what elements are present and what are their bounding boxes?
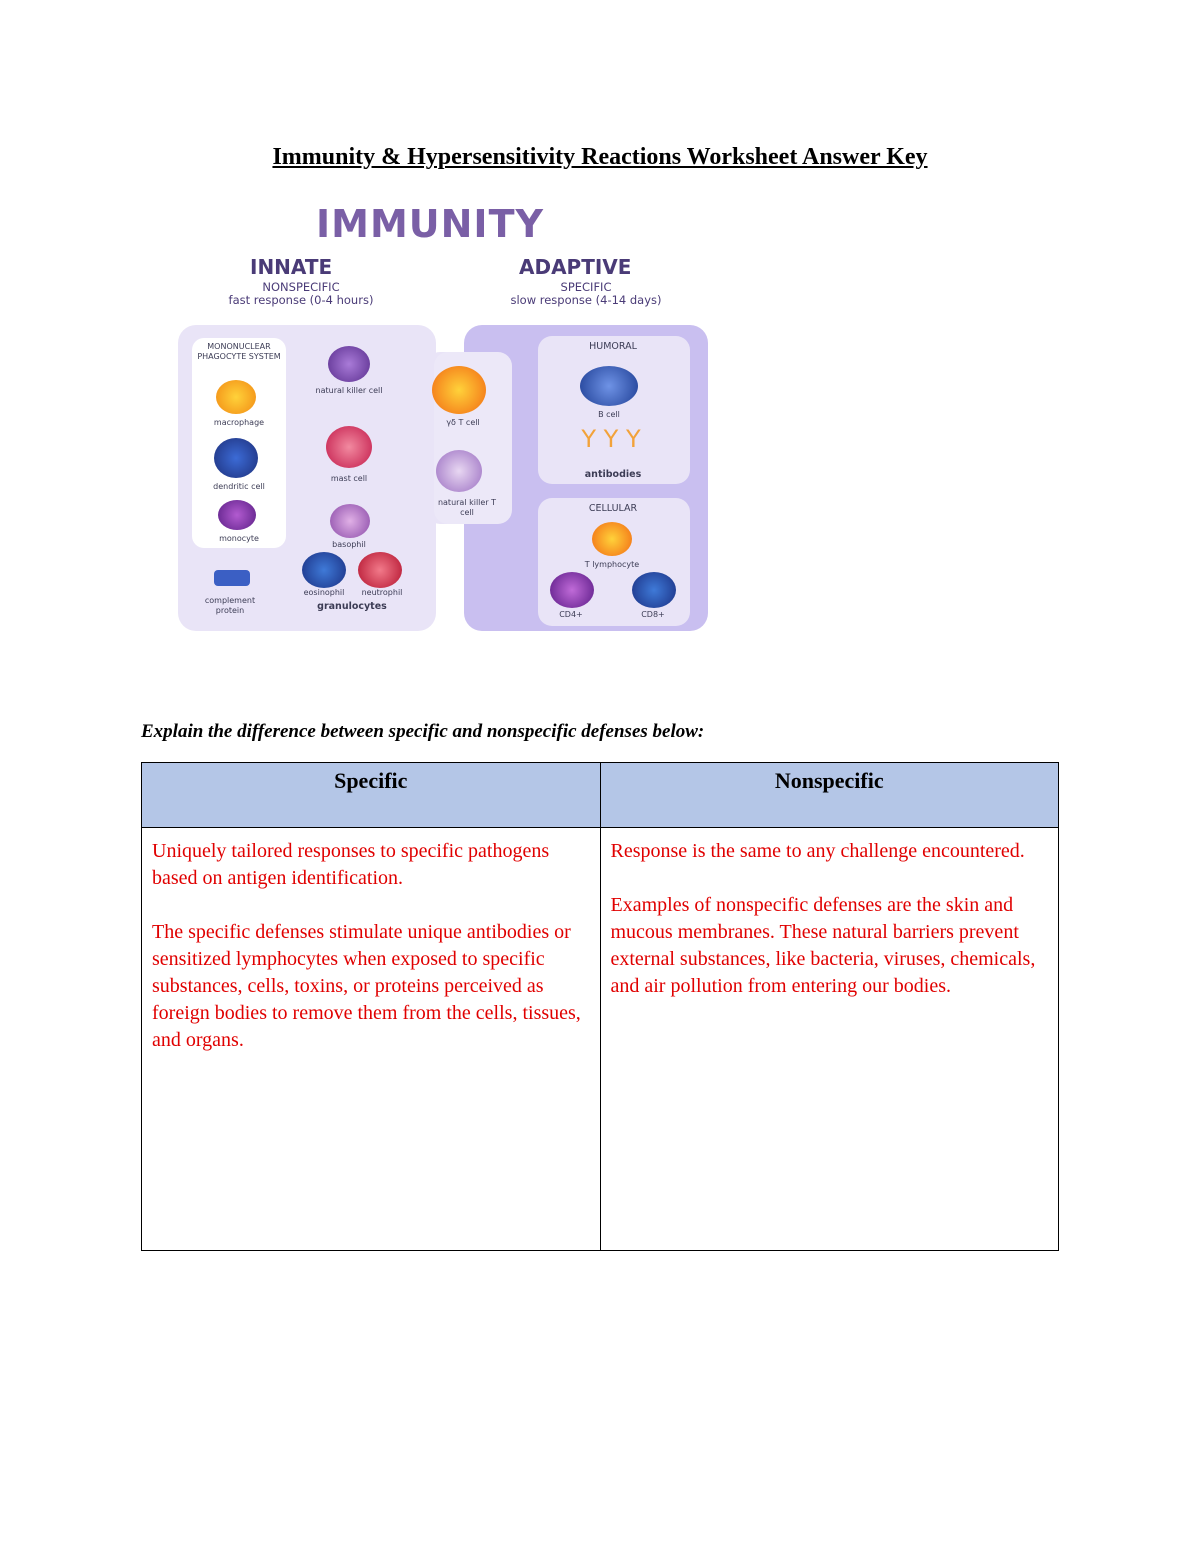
specific-cell <box>142 828 601 1251</box>
specific-answer-2: The specific defenses stimulate unique antibodies or sensitized lymphocytes when exposed to specific substances, cells, toxins, or proteins perceived as foreign bodies to remove them from the cells, tissues, and organs. <box>152 921 581 1051</box>
humoral-label: HUMORAL <box>589 341 637 352</box>
mps-title: MONONUCLEAR PHAGOCYTE SYSTEM <box>197 342 281 361</box>
cd8-label: CD8+ <box>641 610 665 619</box>
eosinophil-cell <box>302 552 346 588</box>
bcell-label: B cell <box>598 410 620 419</box>
adaptive-label: ADAPTIVE <box>519 255 632 279</box>
cd4-cell <box>550 572 594 608</box>
monocyte-cell <box>218 500 256 530</box>
adaptive-sub1: SPECIFIC <box>560 280 612 294</box>
neutrophil-cell <box>358 552 402 588</box>
complement-label: complement protein <box>204 596 256 615</box>
gdt-cell <box>432 366 486 414</box>
nk-cell <box>328 346 370 382</box>
adaptive-sub2: slow response (4-14 days) <box>510 293 662 307</box>
nkt-cell <box>436 450 482 492</box>
neutrophil-label: neutrophil <box>361 588 403 597</box>
t-lymphocyte-cell <box>592 522 632 556</box>
macrophage-label: macrophage <box>213 418 265 427</box>
gdt-label: γδ T cell <box>446 418 480 427</box>
dendritic-label: dendritic cell <box>213 482 265 491</box>
antibodies-label: antibodies <box>584 469 642 480</box>
figure-heading: IMMUNITY <box>316 202 545 246</box>
innate-sub2: fast response (0-4 hours) <box>228 293 374 307</box>
header-specific: Specific <box>142 763 601 828</box>
complement-shape <box>214 570 250 586</box>
answer-table <box>141 762 1059 1251</box>
macrophage-cell <box>216 380 256 414</box>
nonspecific-answer-2: Examples of nonspecific defenses are the skin and mucous membranes. These natural barriers prevent external substances, like bacteria, viruses, chemicals, and air pollution from entering our bodies. <box>610 894 1036 997</box>
header-nonspecific: Nonspecific <box>600 763 1059 828</box>
specific-answer-1: Uniquely tailored responses to specific pathogens based on antigen identification. <box>152 840 550 889</box>
granulocytes-label: granulocytes <box>317 601 387 612</box>
basophil-cell <box>330 504 370 538</box>
antibody-icons: Y Y Y <box>581 425 641 453</box>
cd8-cell <box>632 572 676 608</box>
basophil-label: basophil <box>332 540 366 549</box>
question-prompt: Explain the difference between specific and nonspecific defenses below: <box>141 721 705 742</box>
immunity-figure <box>176 200 711 635</box>
table-row <box>142 828 1059 1251</box>
eosinophil-label: eosinophil <box>303 588 345 597</box>
mast-cell <box>326 426 372 468</box>
innate-label: INNATE <box>250 255 333 279</box>
nonspecific-cell <box>600 828 1059 1251</box>
nk-label: natural killer cell <box>315 386 383 395</box>
dendritic-cell <box>214 438 258 478</box>
innate-sub1: NONSPECIFIC <box>262 280 340 294</box>
nkt-label: natural killer T cell <box>437 498 497 517</box>
b-cell <box>580 366 638 406</box>
cd4-label: CD4+ <box>559 610 583 619</box>
nonspecific-answer-1: Response is the same to any challenge encountered. <box>610 840 1025 862</box>
monocyte-label: monocyte <box>219 534 259 543</box>
worksheet-title: Immunity & Hypersensitivity Reactions Worksheet Answer Key <box>272 144 928 170</box>
cellular-label: CELLULAR <box>588 503 638 514</box>
lymphocyte-label: T lymphocyte <box>584 560 640 569</box>
mast-label: mast cell <box>330 474 368 483</box>
table-header-row <box>142 763 1059 828</box>
